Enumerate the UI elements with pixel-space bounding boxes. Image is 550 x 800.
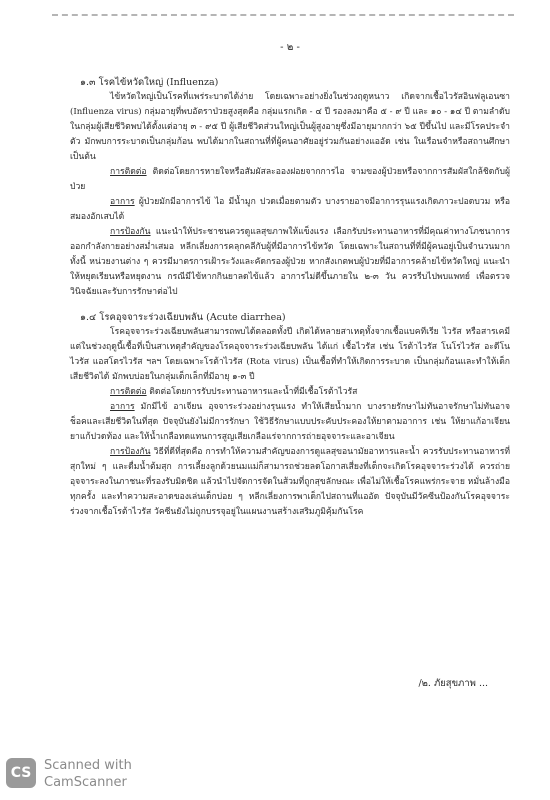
influenza-intro: ไข้หวัดใหญ่เป็นโรคที่แพร่ระบาดได้ง่าย โดยเฉพาะอย่างยิ่งในช่วงฤดูหนาว เกิดจากเชื้อไวรัสอินฟลูเอนซา (Influenza virus) กลุ่มอายุที่พบอัตราป่วยสูงสุดคือ กลุ่มแรกเกิด - ๔ ปี รองลงมาคือ ๕ - ๙ ปี และ ๑๐ - ๑๔ ปี ตามลำดับ ในกลุ่มผู้เสียชีวิตพบได้ตั้งแต่อายุ ๓ - ๙๕ ปี ผู้เสียชีวิตส่วนใหญ่เป็นผู้สูงอายุซึ่งมีอายุมากกว่า ๖๕ ปีขึ้นไป และมีโรคประจำตัว มักพบการระบาดเป็นกลุ่มก้อน พบได้มากในสถานที่ที่ผู้คนอาศัยอยู่ร่วมกันอย่างแออัด เช่น ในเรือนจำหรือสถานศึกษา เป็นต้น xyxy=(70,92,510,162)
camscanner-watermark xyxy=(6,758,156,794)
document-page xyxy=(70,40,510,520)
section-heading-acute-diarrhea: ๑.๔ โรคอุจจาระร่วงเฉียบพลัน (Acute diarrhea) xyxy=(80,312,286,323)
diarrhea-transmission xyxy=(70,385,510,400)
diarrhea-transmission-label: การติดต่อ xyxy=(110,387,147,397)
scan-edge-artifact xyxy=(52,14,514,21)
footer-continuation: /๒. ภัยสุขภาพ ... xyxy=(418,678,488,689)
influenza-transmission xyxy=(70,165,510,195)
influenza-symptoms-text: ผู้ป่วยมักมีอาการไข้ ไอ มีน้ำมูก ปวดเมื่อยตามตัว บางรายอาจมีอาการรุนแรงเกิดภาวะปอดบวม หรือสมองอักเสบได้ xyxy=(70,197,510,222)
influenza-prevention-text: แนะนำให้ประชาชนควรดูแลสุขภาพให้แข็งแรง เลือกรับประทานอาหารที่มีคุณค่าทางโภชนาการ ออกกำลังกายอย่างสม่ำเสมอ หลีกเลี่ยงการคลุกคลีกับผู้ที่มีอาการไข้หวัด โดยเฉพาะในสถานที่ที่มีผู้คนอยู่เป็นจำนวนมาก ทั้งนี้ หน่วยงานต่าง ๆ ควรมีมาตรการเฝ้าระวังและคัดกรองผู้ป่วย หากสังเกตพบผู้ป่วยที่มีอาการคล้ายไข้หวัดใหญ่ แนะนำให้หยุดเรียนหรือหยุดงาน กรณีมีไข้หากกินยาลดไข้แล้ว อาการไม่ดีขึ้นภายใน ๒-๓ วัน ควรรีบไปพบแพทย์ เพื่อตรวจวินิจฉัยและรับการรักษาต่อไป xyxy=(70,227,510,297)
influenza-symptoms xyxy=(70,195,510,225)
diarrhea-symptoms-text: มักมีไข้ อาเจียน อุจจาระร่วงอย่างรุนแรง ทำให้เสียน้ำมาก บางรายรักษาไม่ทันอาจรักษาไม่ทันอาจช็อคและเสียชีวิตในที่สุด ปัจจุบันยังไม่มีการรักษา ใช้วิธีรักษาแบบประคับประคองให้ยาตามอาการ เช่น ให้ยาแก้อาเจียน ยาแก้ปวดท้อง และให้น้ำเกลือทดแทนการสูญเสียเกลือแร่จากการถ่ายอุจจาระและอาเจียน xyxy=(70,402,510,442)
influenza-transmission-text: ติดต่อโดยการหายใจหรือสัมผัสละอองฝอยจากการไอ จามของผู้ป่วยหรือจากการสัมผัสใกล้ชิดกับผู้ป่วย xyxy=(70,167,510,192)
influenza-symptoms-label: อาการ xyxy=(110,197,135,207)
watermark-line-1: Scanned with xyxy=(44,758,132,773)
diarrhea-intro: โรคอุจจาระร่วงเฉียบพลันสามารถพบได้ตลอดทั้งปี เกิดได้หลายสาเหตุทั้งจากเชื้อแบคทีเรีย ไวรัส หรือสารเคมี แต่ในช่วงฤดูนี้เชื้อที่เป็นสาเหตุสำคัญของโรคอุจจาระร่วงเฉียบพลัน ได้แก่ เชื้อไวรัส เช่น โรต้าไวรัส โนโรไวรัส อะดีโนไวรัส แอสโตรไวรัส ฯลฯ โดยเฉพาะโรต้าไวรัส (Rota virus) เป็นเชื้อที่ทำให้เกิดการระบาด เป็นกลุ่มก้อนและทำให้เด็กเสียชีวิตได้ มักพบบ่อยในกลุ่มเด็กเล็กที่มีอายุ ๑-๓ ปี xyxy=(70,327,510,382)
diarrhea-prevention xyxy=(70,445,510,520)
influenza-prevention xyxy=(70,225,510,300)
influenza-prevention-label: การป้องกัน xyxy=(110,227,151,237)
page-number: - ๒ - xyxy=(280,42,300,53)
diarrhea-transmission-text: ติดต่อโดยการรับประทานอาหารและน้ำที่มีเชื้อโรต้าไวรัส xyxy=(146,387,358,397)
section-heading-influenza: ๑.๓ โรคไข้หวัดใหญ่ (Influenza) xyxy=(80,77,219,88)
camscanner-logo-icon: CS xyxy=(6,758,36,788)
diarrhea-prevention-label: การป้องกัน xyxy=(110,447,151,457)
watermark-line-2: CamScanner xyxy=(44,775,127,790)
diarrhea-prevention-text: วิธีที่ดีที่สุดคือ การทำให้ความสำคัญของการดูแลสุขอนามัยอาหารและน้ำ ควรรับประทานอาหารที่สุกใหม่ ๆ และดื่มน้ำต้มสุก การเลี้ยงลูกด้วยนมแม่ก็สามารถช่วยลดโอกาสเสี่ยงที่เด็กจะเกิดโรคอุจจาระร่วงได้ ควรถ่ายอุจจาระลงในภาชนะที่รองรับมิดชิด แล้วนำไปจัดการจัดในส้วมที่ถูกสุขลักษณะ เพื่อไม่ให้เชื้อโรคแพร่กระจาย หมั่นล้างมือทุกครั้ง และทำความสะอาดของเล่นเด็กบ่อย ๆ หลีกเลี่ยงการพาเด็กไปสถานที่แออัด ปัจจุบันมีวัคซีนป้องกันโรคอุจจาระร่วงจากเชื้อโรต้าไวรัส วัคซีนยังไม่ถูกบรรจุอยู่ในแผนงานสร้างเสริมภูมิคุ้มกันโรค xyxy=(70,447,510,517)
influenza-transmission-label: การติดต่อ xyxy=(110,167,147,177)
diarrhea-symptoms-label: อาการ xyxy=(110,402,135,412)
diarrhea-symptoms xyxy=(70,400,510,445)
